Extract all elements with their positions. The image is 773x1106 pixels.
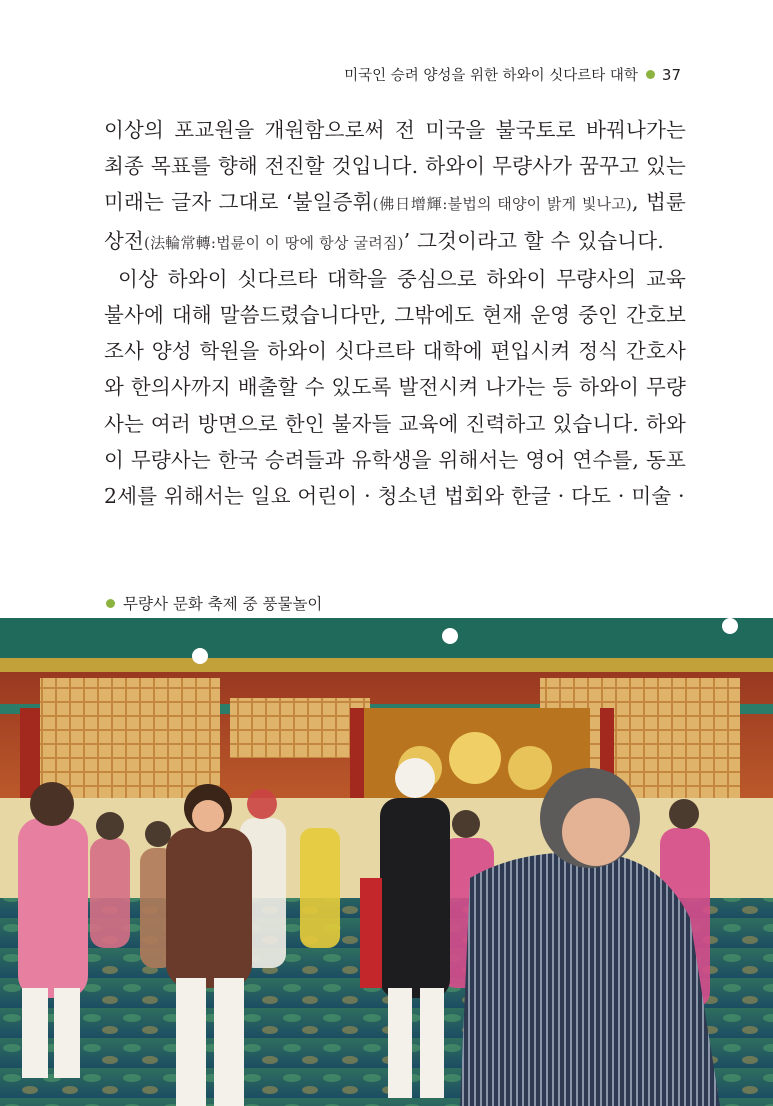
page-number: 37 — [661, 65, 681, 84]
caption-text: 무량사 문화 축제 중 풍물놀이 — [123, 595, 323, 613]
bullet-dot-icon — [646, 70, 655, 79]
hanja-note-2: (法輪常轉:법륜이 이 땅에 항상 굴려짐) — [144, 233, 404, 252]
photo-illustration — [0, 618, 773, 1106]
hanja-note-1: (佛日增輝:불법의 태양이 밝게 빛나고) — [372, 195, 632, 214]
caption-bullet-icon — [106, 599, 115, 608]
paragraph-2: 이상 하와이 싯다르타 대학을 중심으로 하와이 무량사의 교육 불사에 대해 말씀드렸습니다만, 그밖에도 현재 운영 중인 간호보조사 양성 학원을 하와이 싯다르타 대학에 편입시켜 정식 간호사와 한의사까지 배출할 수 있도록 발전시켜 나가는 등 하와이 무량사는 여러 방면으로 한인 불자들 교육에 진력하고 있습니다. 하와이 무량사는 한국 승려들과 유학생을 위해서는 영어 연수를, 동포 2세를 위해서는 일요 어린이 · 청소년 법회와 한글 · 다도 · 미술 · — [104, 266, 686, 509]
paragraph-1-text-b: , 법륜상전 — [104, 190, 686, 253]
running-title: 미국인 승려 양성을 위한 하와이 싯다르타 대학 — [344, 68, 638, 84]
paragraph-1-text-c: ’ 그것이라고 할 수 있습니다. — [403, 228, 664, 253]
paragraph-1 — [104, 112, 686, 261]
body-text — [104, 112, 686, 514]
figure-caption — [106, 592, 322, 614]
paragraph-1-text-a: 이상의 포교원을 개원함으로써 전 미국을 불국토로 바꿔나가는 최종 목표를 향해 전진할 것입니다. 하와이 무량사가 꿈꾸고 있는 미래는 글자 그대로 ‘불일증휘 — [104, 118, 686, 215]
temple-festival-photo — [0, 618, 773, 1106]
running-header — [344, 64, 681, 85]
